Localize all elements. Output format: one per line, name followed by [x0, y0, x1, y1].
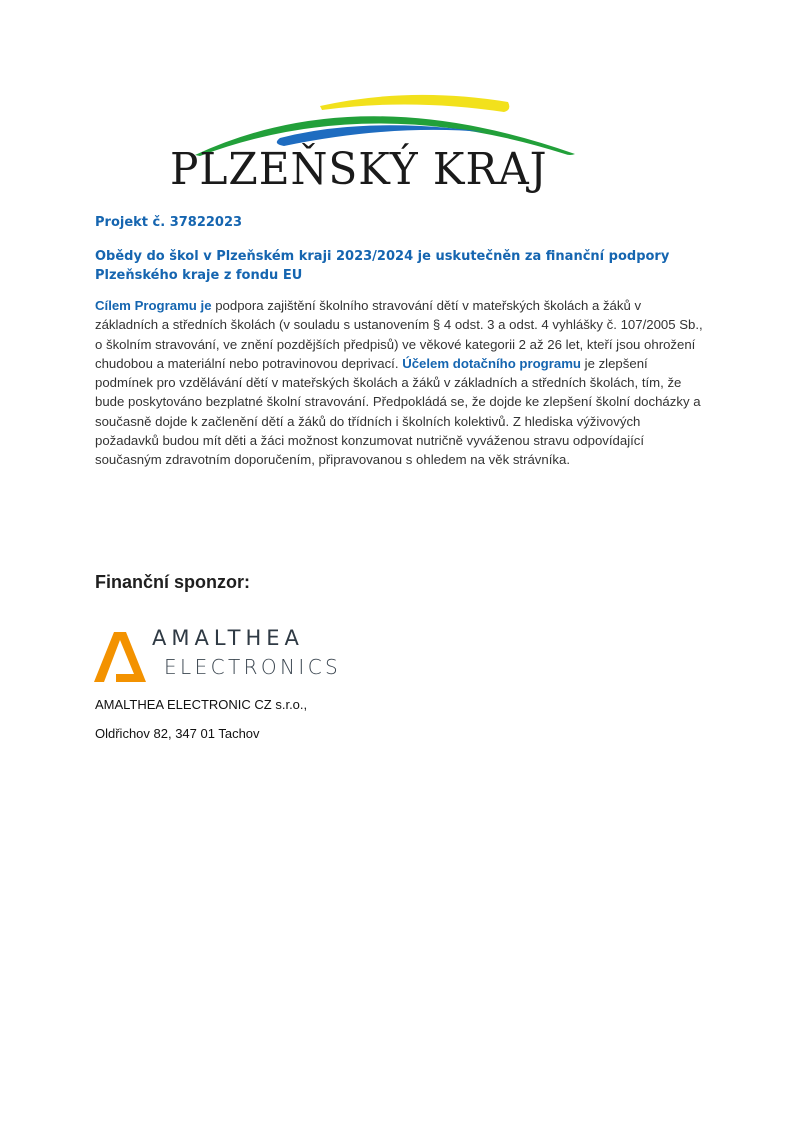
company-address: Oldřichov 82, 347 01 Tachov	[95, 726, 260, 741]
logo-text: PLZEŇSKÝ KRAJ	[170, 144, 548, 195]
program-description	[95, 296, 707, 470]
description-part1: podpora zajištění školního stravování dětí v mateřských školách a žáků v základních a středních školách (v souladu s ustanovením § 4 odst. 3 a odst. 4 vyhlášky č. 107/2005 Sb., o školním stravování, ve znění pozdějších předpisů) ve věkové kategorii 2 až 26 let, kteří jsou ohrožení chudobou a materiální nebo potravinovou deprivací.	[95, 298, 703, 371]
plzensky-kraj-logo	[160, 88, 580, 208]
logo-yellow-arc	[320, 95, 509, 112]
amalthea-logo-line1: AMALTHEA	[152, 626, 304, 650]
amalthea-logo	[94, 626, 342, 684]
description-part2: je zlepšení podmínek pro vzdělávání dětí v mateřských školách a žáků v základních a středních školách, tím, že bude poskytováno bezplatné školní stravování. Předpokládá se, že dojde ke zlepšení školní docházky a současně dojde k začlenění dětí a žáků do třídních i školních kolektivů. Z hlediska výživových požadavků budou mít děti a žáci možnost konzumovat nutričně vyváženou stravu odpovídající současným zdravotním doporučením, připravovanou s ohledem na věk strávníka.	[95, 355, 701, 468]
description-mid-bold: Účelem dotačního programu	[402, 355, 581, 371]
amalthea-a-mark-icon	[94, 630, 150, 684]
project-title: Obědy do škol v Plzeňském kraji 2023/2024 je uskutečněn za finanční podpory Plzeňského kraje z fondu EU	[95, 249, 670, 283]
description-lead-bold: Cílem Programu je	[95, 298, 212, 313]
amalthea-logo-line2: ELECTRONICS	[164, 655, 342, 679]
company-name: AMALTHEA ELECTRONIC CZ s.r.o.,	[95, 697, 308, 712]
project-number: Projekt č. 37822023	[95, 215, 243, 230]
sponsor-heading: Finanční sponzor:	[95, 572, 250, 592]
